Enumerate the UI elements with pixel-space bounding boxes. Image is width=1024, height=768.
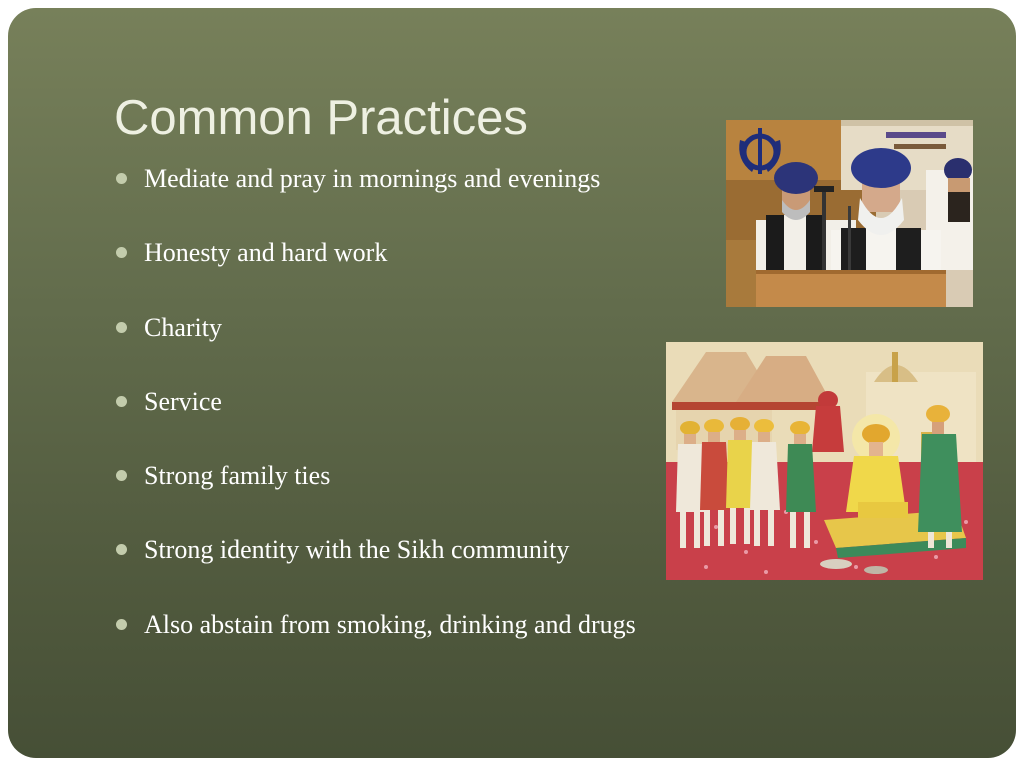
bullet-icon [116,619,127,630]
bullet-icon [116,322,127,333]
slide [8,8,1016,758]
kirtan-photo [726,120,973,307]
bullet-item [114,604,636,678]
bullet-text: Strong identity with the Sikh community [144,535,570,565]
slide-title: Common Practices [114,91,528,145]
bullet-item [114,455,636,529]
bullet-text: Honesty and hard work [144,238,388,268]
bullet-item [114,158,636,232]
bullet-list [114,158,636,678]
bullet-icon [116,544,127,555]
bullet-icon [116,247,127,258]
bullet-icon [116,396,127,407]
bullet-item [114,381,636,455]
bullet-icon [116,470,127,481]
bullet-text: Also abstain from smoking, drinking and drugs [144,609,636,639]
bullet-text: Strong family ties [144,461,331,491]
bullet-text: Service [144,386,222,416]
bullet-text: Mediate and pray in mornings and evenings [144,164,601,193]
bullet-item [114,529,636,603]
bullet-item [114,307,636,381]
bullet-icon [116,173,127,184]
bullet-text: Charity [144,312,222,342]
bullet-item [114,232,636,306]
guru-painting [666,342,983,580]
